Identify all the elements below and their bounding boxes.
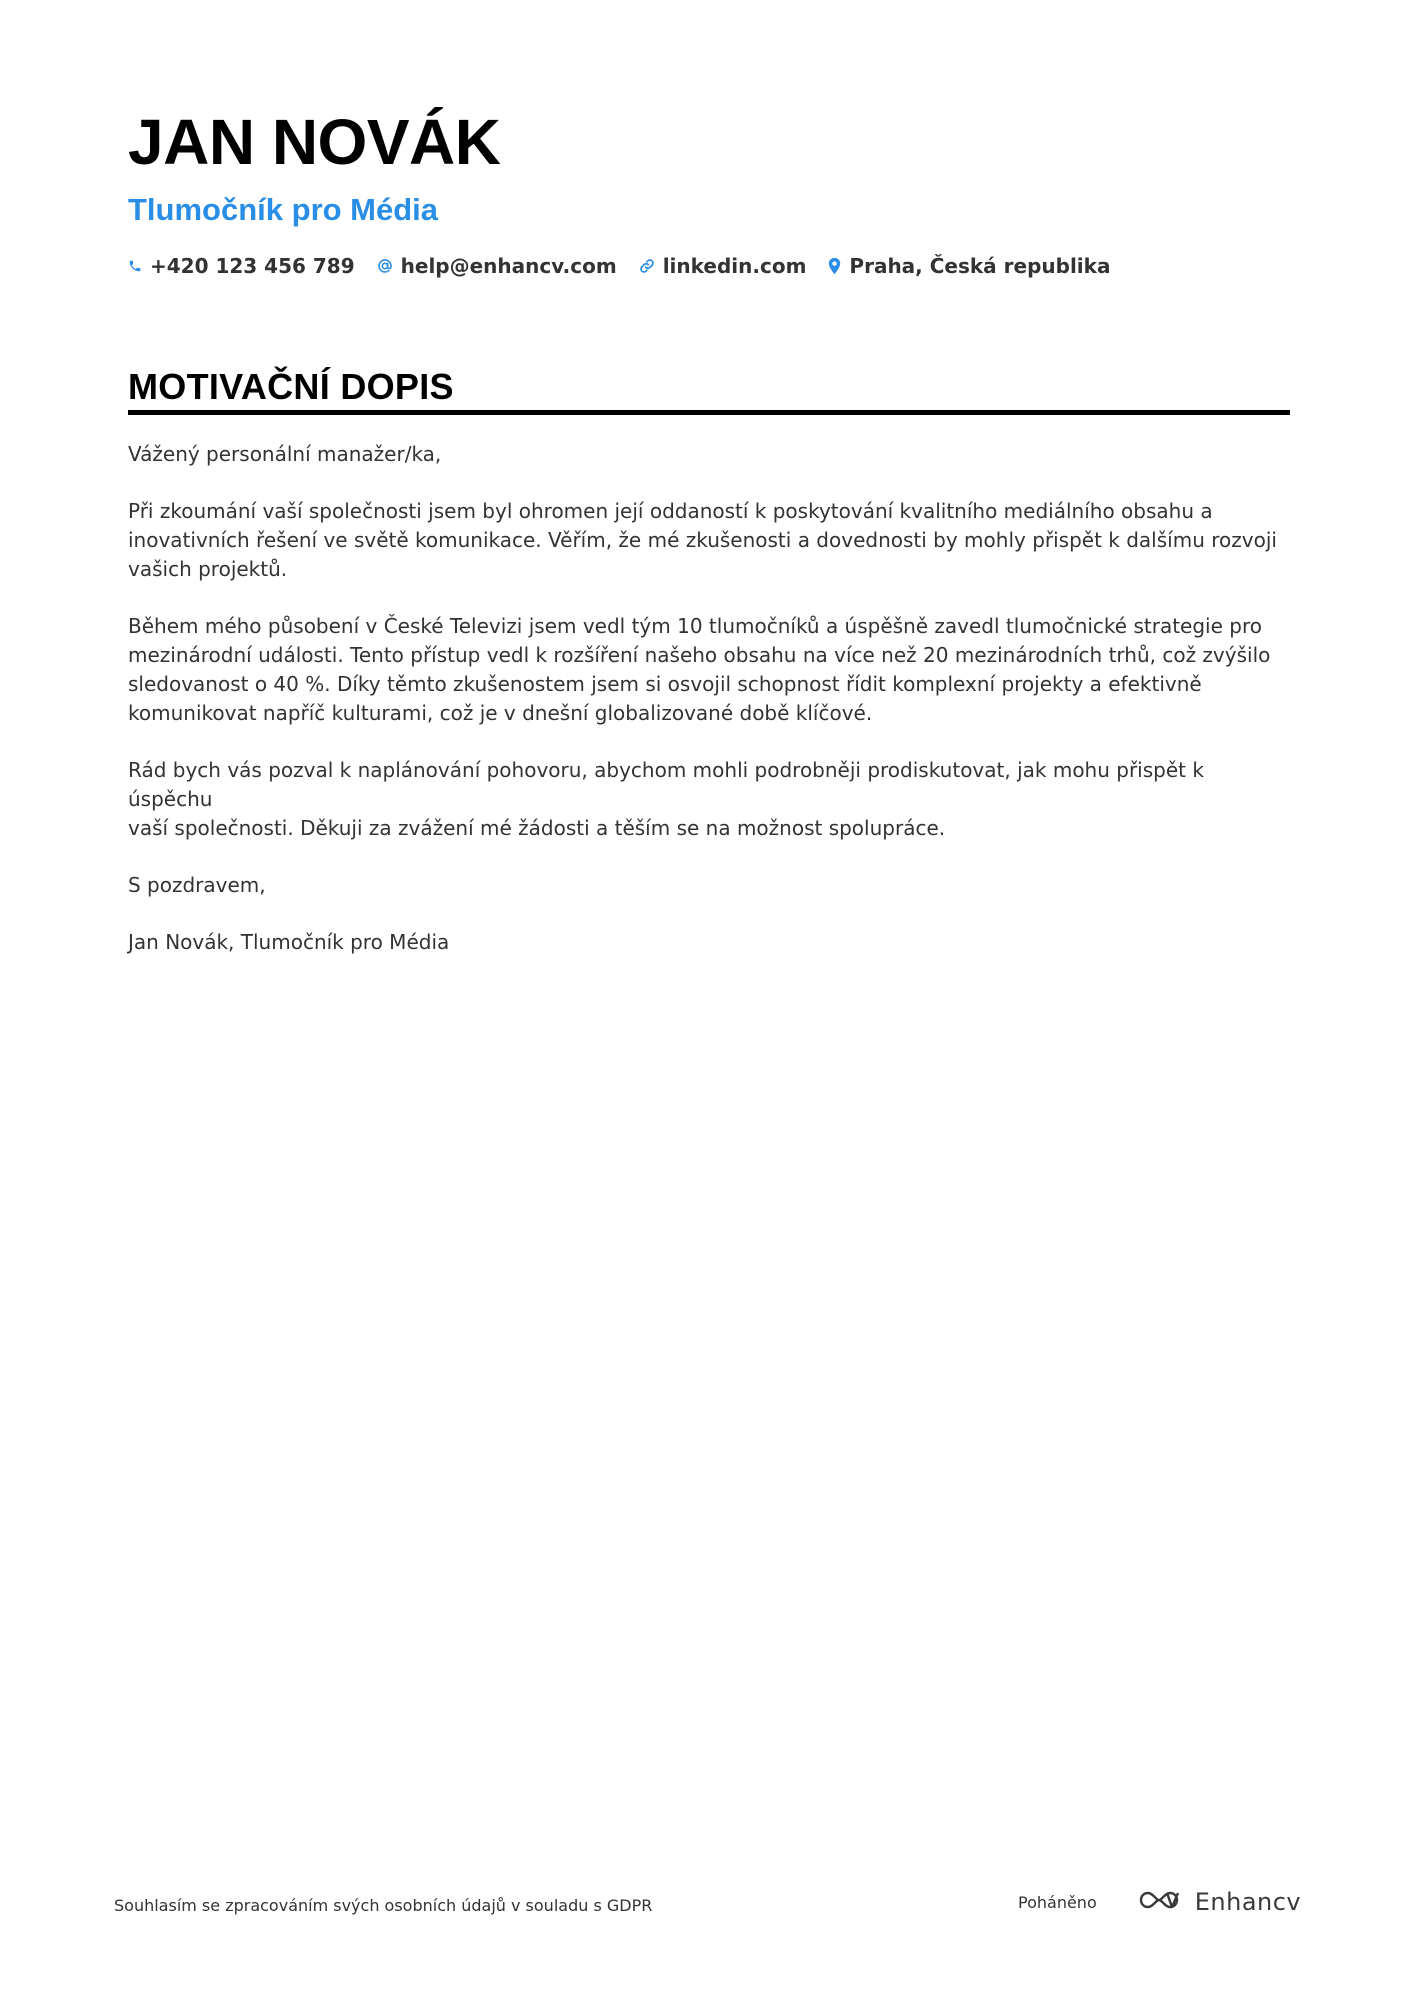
letter-paragraph: Rád bych vás pozval k naplánování pohovoru, abychom mohli podrobněji prodiskutovat, jak mohu přispět k úspěchu vaší společnosti. Děkuji za zvážení mé žádosti a těším se na možnost spolupráce. <box>128 758 1204 840</box>
footer-branding <box>1018 1888 1301 1916</box>
section-divider <box>128 410 1290 415</box>
job-title: Tlumočník pro Média <box>128 192 439 227</box>
enhancv-logo-icon <box>1137 1888 1183 1916</box>
phone-icon <box>128 258 142 274</box>
header <box>128 104 1288 278</box>
at-icon <box>377 258 393 274</box>
letter-greeting: Vážený personální manažer/ka, <box>128 442 442 466</box>
gdpr-consent: Souhlasím se zpracováním svých osobních údajů v souladu s GDPR <box>114 1896 653 1915</box>
letter-signature: Jan Novák, Tlumočník pro Média <box>128 930 450 954</box>
contact-email-text: help@enhancv.com <box>400 254 617 278</box>
letter-closing: S pozdravem, <box>128 873 266 897</box>
contact-email[interactable] <box>377 254 617 278</box>
contact-phone-text: +420 123 456 789 <box>150 254 355 278</box>
powered-by-label: Poháněno <box>1018 1892 1097 1912</box>
letter-body <box>128 440 1288 985</box>
contact-linkedin[interactable] <box>639 254 807 278</box>
contact-bar <box>128 254 1288 278</box>
enhancv-brand-name: Enhancv <box>1194 1888 1302 1916</box>
contact-location-text: Praha, Česká republika <box>849 254 1111 278</box>
letter-paragraph: Během mého působení v České Televizi jsem vedl tým 10 tlumočníků a úspěšně zavedl tlumočnické strategie pro mezinárodní události. Tento přístup vedl k rozšíření našeho obsahu na více než 20 mezinárodních trhů, což zvýšilo sledovanost o 40 %. Díky těmto zkušenostem jsem si osvojil schopnost řídit komplexní projekty a efektivně komunikovat napříč kulturami, což je v dnešní globalizované době klíčové. <box>128 614 1271 725</box>
letter-paragraph: Při zkoumání vaší společnosti jsem byl ohromen její oddaností k poskytování kvalitního mediálního obsahu a inovativních řešení ve světě komunikace. Věřím, že mé zkušenosti a dovednosti by mohly přispět k dalšímu rozvoji vašich projektů. <box>128 499 1277 581</box>
enhancv-logo[interactable] <box>1137 1888 1301 1916</box>
applicant-name: JAN NOVÁK <box>128 106 501 178</box>
contact-linkedin-text: linkedin.com <box>662 254 807 278</box>
section-title: MOTIVAČNÍ DOPIS <box>128 366 454 407</box>
contact-location <box>828 254 1110 278</box>
location-pin-icon <box>828 257 841 275</box>
contact-phone <box>128 254 355 278</box>
link-icon <box>639 258 655 274</box>
